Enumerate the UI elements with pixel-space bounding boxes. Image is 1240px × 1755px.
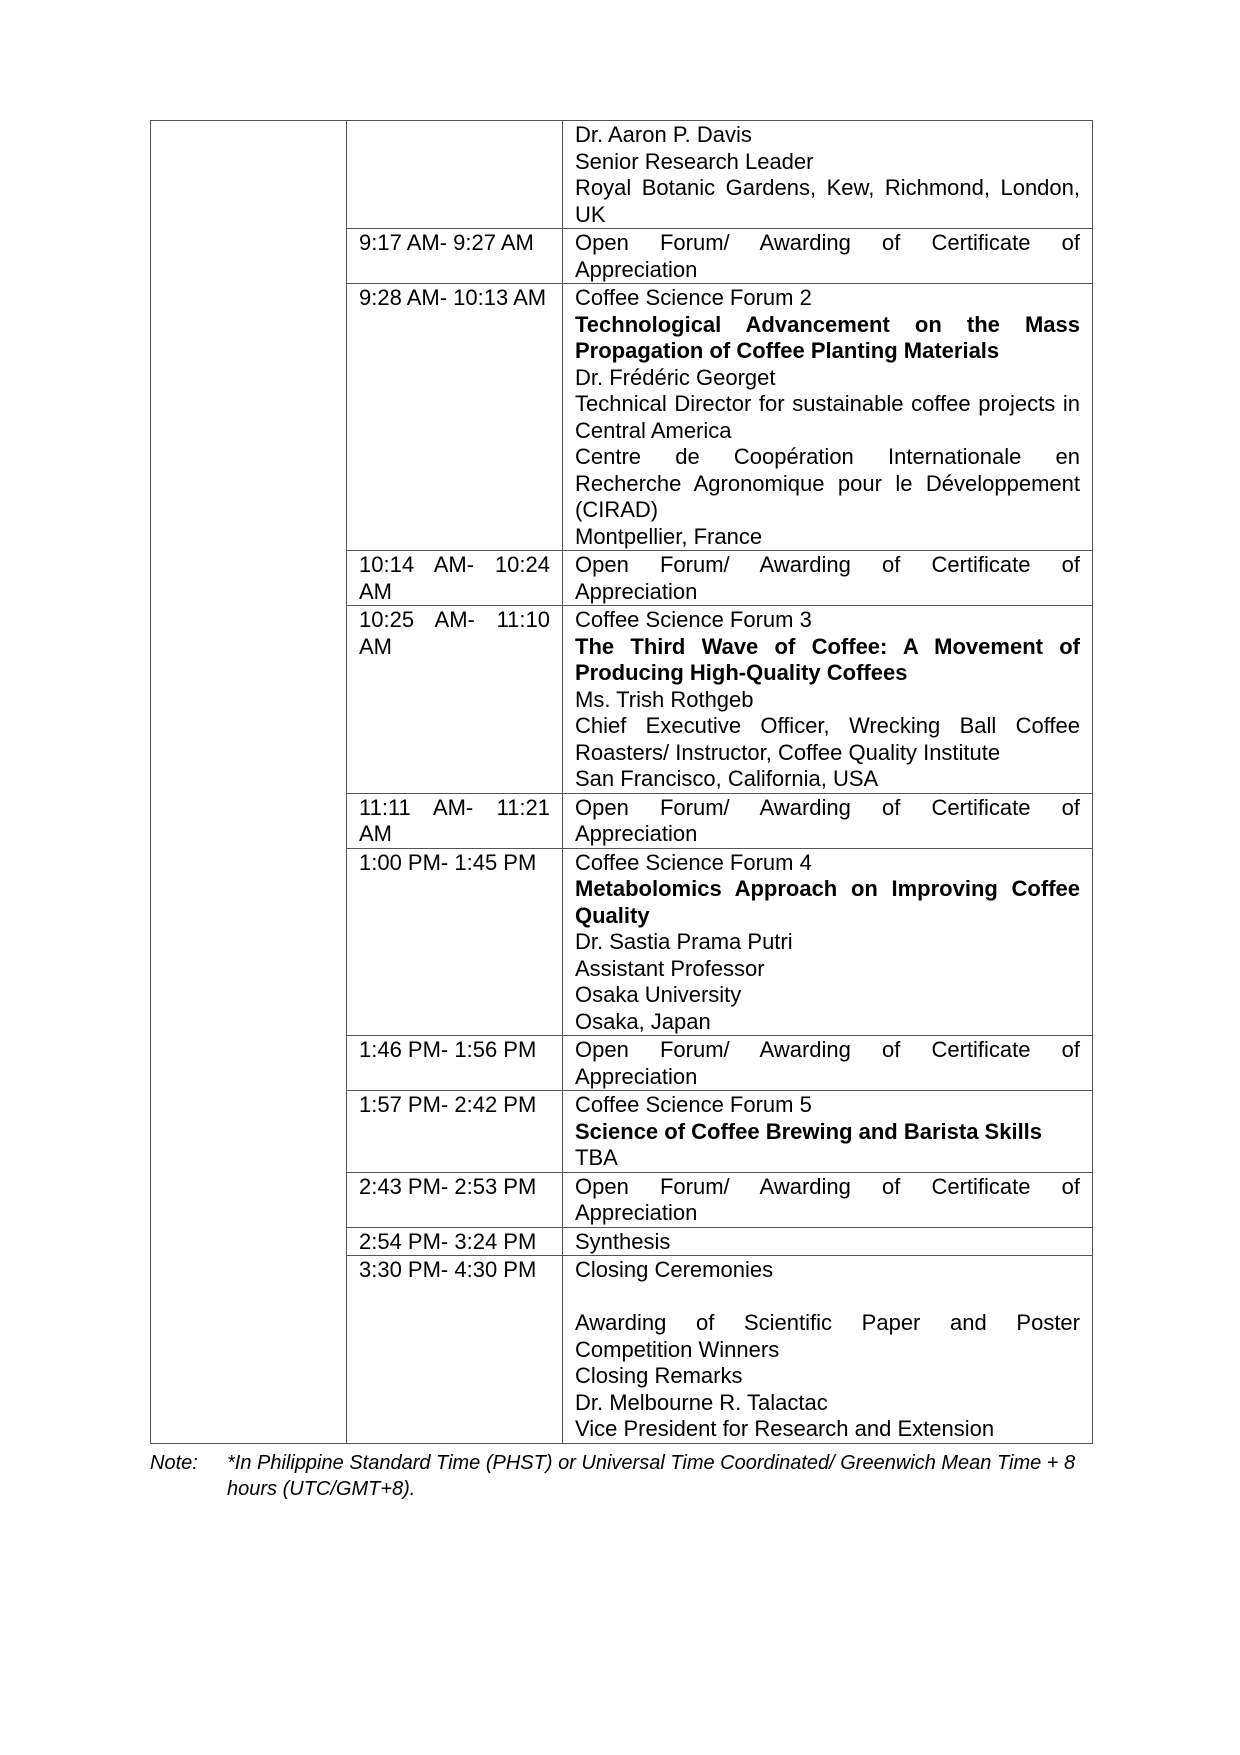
speaker-name: Ms. Trish Rothgeb bbox=[575, 686, 754, 712]
table-row bbox=[151, 121, 1093, 229]
time-cell bbox=[347, 121, 563, 229]
forum-title: The Third Wave of Coffee: A Movement of Producing High-Quality Coffees bbox=[575, 633, 1080, 685]
forum-label: Coffee Science Forum 5 bbox=[575, 1092, 812, 1117]
speaker-position: Senior Research Leader bbox=[575, 148, 814, 174]
time-cell: 10:25 AM- 11:10 AM bbox=[347, 606, 563, 794]
time-cell: 10:14 AM- 10:24 AM bbox=[347, 551, 563, 606]
note-label: Note: bbox=[150, 1452, 198, 1474]
speaker-name: Dr. Sastia Prama Putri bbox=[575, 929, 793, 954]
time-cell: 1:46 PM- 1:56 PM bbox=[347, 1036, 563, 1091]
session-column-cell bbox=[151, 121, 347, 1444]
program-cell: Synthesis bbox=[563, 1227, 1093, 1256]
time-cell: 9:28 AM- 10:13 AM bbox=[347, 284, 563, 551]
program-cell: Open Forum/ Awarding of Certificate of Appreciation bbox=[563, 229, 1093, 284]
speaker-location: San Francisco, California, USA bbox=[575, 766, 879, 791]
forum-label: Coffee Science Forum 4 bbox=[575, 849, 812, 875]
note-text: *In Philippine Standard Time (PHST) or Universal Time Coordinated/ Greenwich Mean Time + 8 hours (UTC/GMT+8). bbox=[227, 1452, 1076, 1500]
forum-title: Technological Advancement on the Mass Propagation of Coffee Planting Materials bbox=[575, 311, 1080, 363]
speaker-name: Dr. Aaron P. Davis bbox=[575, 122, 752, 147]
speaker-position: Assistant Professor bbox=[575, 955, 765, 981]
program-cell: Open Forum/ Awarding of Certificate of Appreciation bbox=[563, 1036, 1093, 1091]
time-cell: 1:00 PM- 1:45 PM bbox=[347, 848, 563, 1036]
ceremony-title: Closing Ceremonies bbox=[575, 1257, 774, 1282]
ceremony-item: Awarding of Scientific Paper and Poster Competition Winners bbox=[575, 1310, 1080, 1362]
time-cell: 9:17 AM- 9:27 AM bbox=[347, 229, 563, 284]
forum-label: Coffee Science Forum 2 bbox=[575, 285, 812, 310]
speaker-position: Vice President for Research and Extension bbox=[575, 1416, 995, 1441]
program-cell bbox=[563, 1091, 1093, 1173]
blank-line bbox=[575, 1284, 1080, 1311]
program-cell bbox=[563, 1256, 1093, 1444]
speaker-name: TBA bbox=[575, 1145, 618, 1170]
speaker-name: Dr. Melbourne R. Talactac bbox=[575, 1389, 828, 1415]
speaker-affiliation: Royal Botanic Gardens, Kew, Richmond, London, UK bbox=[575, 175, 1080, 227]
program-cell bbox=[563, 848, 1093, 1036]
time-cell: 11:11 AM- 11:21 AM bbox=[347, 793, 563, 848]
time-cell: 2:43 PM- 2:53 PM bbox=[347, 1172, 563, 1227]
ceremony-item: Closing Remarks bbox=[575, 1363, 743, 1388]
speaker-affiliation: Centre de Coopération Internationale en Recherche Agronomique pour le Développement (CIRAD) bbox=[575, 444, 1080, 522]
speaker-affiliation: Osaka University bbox=[575, 982, 742, 1007]
program-cell bbox=[563, 606, 1093, 794]
speaker-location: Montpellier, France bbox=[575, 523, 763, 549]
speaker-name: Dr. Frédéric Georget bbox=[575, 364, 776, 390]
program-cell: Open Forum/ Awarding of Certificate of Appreciation bbox=[563, 1172, 1093, 1227]
time-cell: 1:57 PM- 2:42 PM bbox=[347, 1091, 563, 1173]
schedule-table bbox=[150, 120, 1093, 1444]
time-cell: 3:30 PM- 4:30 PM bbox=[347, 1256, 563, 1444]
speaker-position: Technical Director for sustainable coffee projects in Central America bbox=[575, 391, 1080, 443]
forum-title: Science of Coffee Brewing and Barista Skills bbox=[575, 1118, 1043, 1144]
program-cell bbox=[563, 284, 1093, 551]
forum-title: Metabolomics Approach on Improving Coffee Quality bbox=[575, 876, 1080, 928]
time-cell: 2:54 PM- 3:24 PM bbox=[347, 1227, 563, 1256]
program-cell bbox=[563, 121, 1093, 229]
speaker-location: Osaka, Japan bbox=[575, 1008, 711, 1034]
forum-label: Coffee Science Forum 3 bbox=[575, 607, 812, 632]
program-cell: Open Forum/ Awarding of Certificate of Appreciation bbox=[563, 551, 1093, 606]
speaker-position: Chief Executive Officer, Wrecking Ball Coffee Roasters/ Instructor, Coffee Quality Institute bbox=[575, 713, 1080, 765]
program-cell: Open Forum/ Awarding of Certificate of Appreciation bbox=[563, 793, 1093, 848]
